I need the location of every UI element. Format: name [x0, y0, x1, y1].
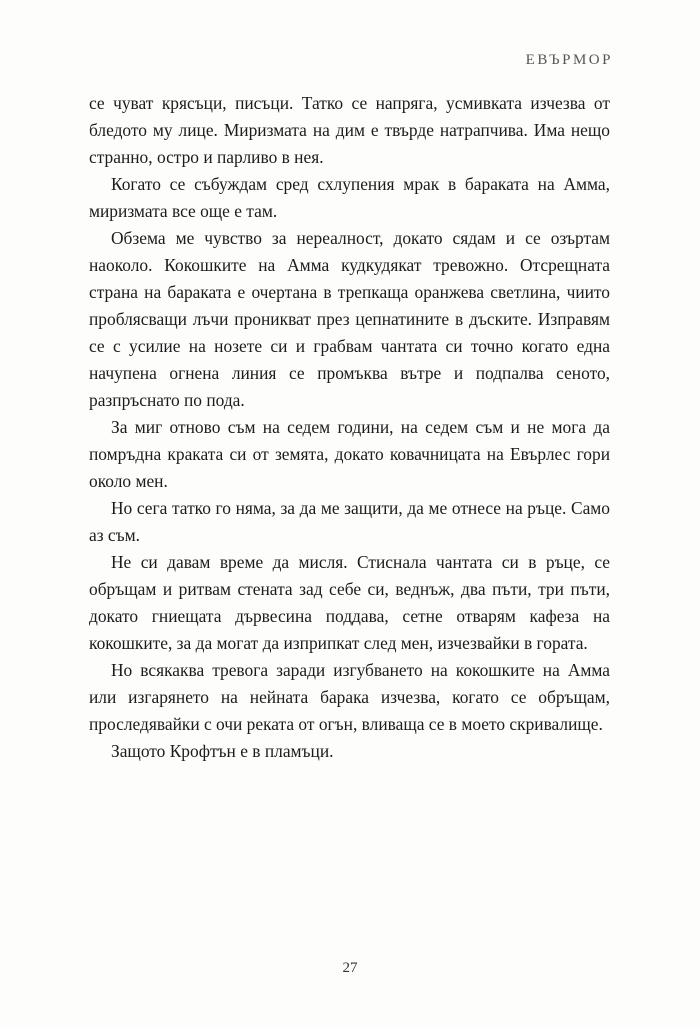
running-header: ЕВЪРМОР — [525, 52, 613, 68]
paragraph: Защото Крофтън е в пламъци. — [111, 741, 334, 761]
paragraph: Но сега татко го няма, за да ме защити, да ме отнесе на ръце. Само аз съм. — [89, 498, 610, 545]
paragraph: се чуват крясъци, писъци. Татко се напряга, усмивката изчезва от бледото му лице. Миризмата на дим е твърде натрапчива. Има нещо странно, остро и парливо в нея. — [89, 93, 610, 167]
paragraph: За миг отново съм на седем години, на седем съм и не мога да помръдна краката си от земята, докато ковачницата на Евърлес гори около мен. — [89, 417, 610, 491]
page-number: 27 — [342, 960, 358, 976]
body-text — [89, 90, 610, 765]
paragraph: Когато се събуждам сред схлупения мрак в бараката на Амма, миризмата все още е там. — [89, 174, 610, 221]
paragraph: Не си давам време да мисля. Стиснала чантата си в ръце, се обръщам и ритвам стената зад себе си, веднъж, два пъти, три пъти, докато гниещата дървесина поддава, сетне отварям кафеза на кокошките, за да могат да изприпкат след мен, изчезвайки в гората. — [89, 552, 610, 653]
paragraph: Но всякаква тревога заради изгубването на кокошките на Амма или изгарянето на нейната барака изчезва, когато се обръщам, проследявайки с очи реката от огън, вливаща се в моето скривалище. — [89, 660, 610, 734]
paragraph: Обзема ме чувство за нереалност, докато сядам и се озъртам наоколо. Кокошките на Амма кудкудякат тревожно. Отсрещната страна на бараката е очертана в трепкаща оранжева светлина, чиито проблясващи лъчи проникват през цепнатините в дъските. Изправям се с усилие на нозете си и грабвам чантата си точно когато една начупена огнена линия се промъква вътре и подпалва сеното, разпръснато по пода. — [89, 228, 610, 410]
